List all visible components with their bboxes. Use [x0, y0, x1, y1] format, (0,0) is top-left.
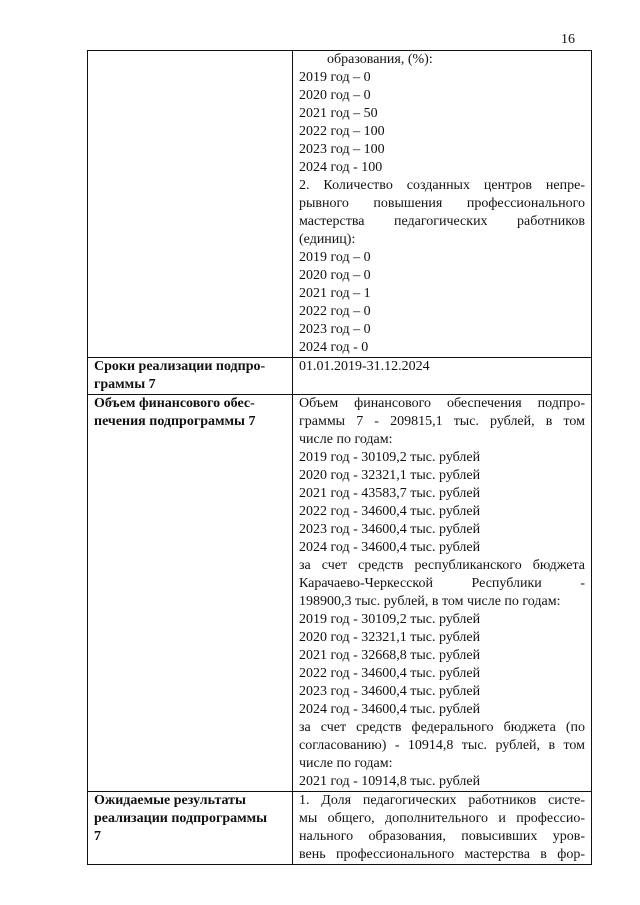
- row-label: [88, 395, 293, 792]
- passport-table: [87, 50, 592, 865]
- value-line: 2023 год – 0: [299, 322, 371, 337]
- label-line: граммы 7: [94, 377, 156, 392]
- label-line: 7: [94, 829, 101, 844]
- value-line: мы общего, дополнительного и профессио-: [299, 811, 585, 826]
- table-row: [88, 51, 592, 358]
- value-line: 1. Доля педагогических работников систе-: [299, 793, 585, 808]
- value-line: 2020 год – 0: [299, 88, 371, 103]
- value-line: 2019 год - 30109,2 тыс. рублей: [299, 450, 481, 465]
- label-line: Сроки реализации подпро-: [94, 359, 266, 374]
- value-line: 2019 год – 0: [299, 70, 371, 85]
- value-line: за счет средств федерального бюджета (по: [299, 720, 585, 735]
- value-line: 2020 год - 32321,1 тыс. рублей: [299, 468, 481, 483]
- value-line: Карачаево-Черкесской Республики -: [299, 576, 585, 591]
- label-line: Ожидаемые результаты: [94, 793, 246, 808]
- value-line: числе по годам:: [299, 432, 393, 447]
- value-line: 2019 год - 30109,2 тыс. рублей: [299, 612, 481, 627]
- value-line: числе по годам:: [299, 756, 393, 771]
- value-line: 2021 год – 50: [299, 106, 378, 121]
- value-line: 2022 год - 34600,4 тыс. рублей: [299, 504, 481, 519]
- value-line: 2022 год – 0: [299, 304, 371, 319]
- label-line: Объем финансового обес-: [94, 396, 255, 411]
- value-line: 2021 год – 1: [299, 286, 371, 301]
- table-row: [88, 358, 592, 395]
- value-line: 2021 год - 32668,8 тыс. рублей: [299, 648, 481, 663]
- value-line: 2022 год – 100: [299, 124, 385, 139]
- row-value: [293, 358, 592, 395]
- row-label: [88, 792, 293, 865]
- table-body: [88, 51, 592, 865]
- value-line: за счет средств республиканского бюджета: [299, 558, 585, 573]
- value-line: 2023 год – 100: [299, 142, 385, 157]
- value-line: граммы 7 - 209815,1 тыс. рублей, в том: [299, 414, 585, 429]
- label-line: печения подпрограммы 7: [94, 414, 256, 429]
- value-line: мастерства педагогических работников: [299, 214, 585, 229]
- value-line: Объем финансового обеспечения подпро-: [299, 396, 585, 411]
- value-line: 2024 год - 34600,4 тыс. рублей: [299, 540, 481, 555]
- value-line: (единиц):: [299, 232, 356, 247]
- table-row: [88, 792, 592, 865]
- value-line: 2020 год – 0: [299, 268, 371, 283]
- table-row: [88, 395, 592, 792]
- value-line: нального образования, повысивших уров-: [299, 829, 585, 844]
- label-line: реализации подпрограммы: [94, 811, 268, 826]
- value-line: 2. Количество созданных центров непре-: [299, 178, 585, 193]
- row-label: [88, 358, 293, 395]
- value-line: 2020 год - 32321,1 тыс. рублей: [299, 630, 481, 645]
- value-line: 2021 год - 43583,7 тыс. рублей: [299, 486, 481, 501]
- value-line: 198900,3 тыс. рублей, в том числе по годам:: [299, 594, 561, 609]
- row-value: [293, 395, 592, 792]
- page-number: 16: [561, 32, 575, 47]
- row-value: [293, 792, 592, 865]
- value-line: 2024 год - 100: [299, 160, 383, 175]
- value-line: согласованию) - 10914,8 тыс. рублей, в том: [299, 738, 585, 753]
- value-line: 2023 год - 34600,4 тыс. рублей: [299, 684, 481, 699]
- value-line: 2024 год - 34600,4 тыс. рублей: [299, 702, 481, 717]
- value-line: образования, (%):: [327, 52, 433, 67]
- value-line: 2021 год - 10914,8 тыс. рублей: [299, 774, 481, 789]
- value-line: вень профессионального мастерства в фор-: [299, 847, 585, 862]
- row-label: [88, 51, 293, 358]
- row-value: [293, 51, 592, 358]
- value-line: рывного повышения профессионального: [299, 196, 585, 211]
- value-line: 2019 год – 0: [299, 250, 371, 265]
- value-line: 2023 год - 34600,4 тыс. рублей: [299, 522, 481, 537]
- value-line: 2024 год - 0: [299, 340, 369, 355]
- value-line: 01.01.2019-31.12.2024: [299, 359, 430, 374]
- value-line: 2022 год - 34600,4 тыс. рублей: [299, 666, 481, 681]
